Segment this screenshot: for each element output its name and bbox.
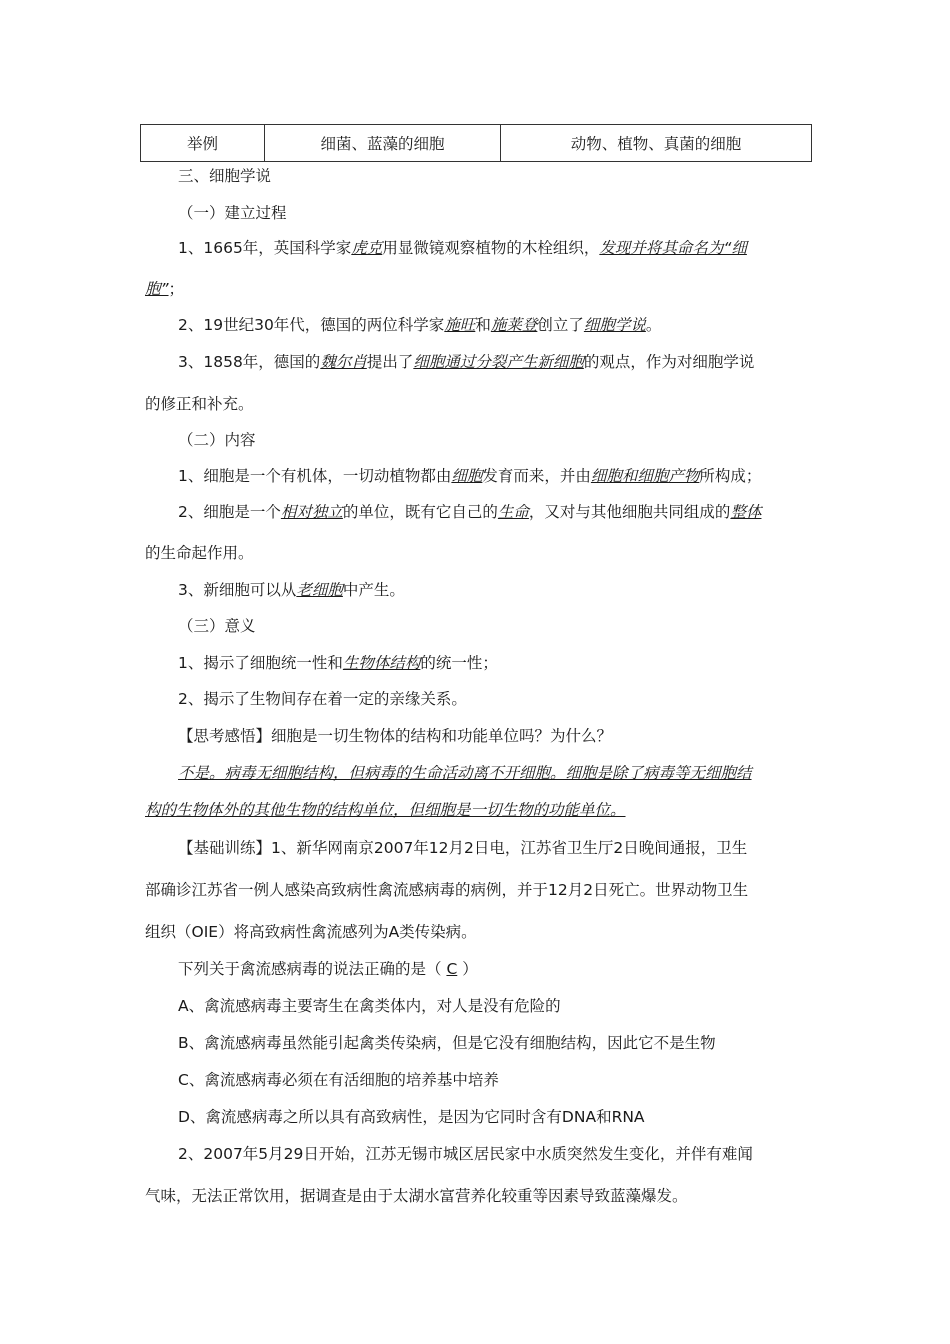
question-1-answer: C — [446, 960, 458, 978]
comparison-table-row — [140, 124, 812, 162]
option-a: A、禽流感病毒主要寄生在禽类体内，对人是没有危险的 — [178, 997, 561, 1015]
subsection-heading-process: （一）建立过程 — [178, 204, 287, 222]
prokaryote-example-cell: 细菌、蓝藻的细胞 — [265, 125, 501, 162]
significance-item-1: 1、揭示了细胞统一性和生物体结构的统一性； — [178, 654, 498, 672]
content-item-2: 2、细胞是一个相对独立的单位，既有它自己的生命，又对与其他细胞共同组成的整体 — [178, 503, 762, 521]
practice-intro-line-3: 组织（OIE）将高致病性禽流感列为A类传染病。 — [145, 923, 477, 941]
content-item-3: 3、新细胞可以从老细胞中产生。 — [178, 581, 405, 599]
think-answer-line-2: 构的生物体外的其他生物的结构单位，但细胞是一切生物的功能单位。 — [145, 801, 626, 819]
option-b: B、禽流感病毒虽然能引起禽类传染病，但是它没有细胞结构，因此它不是生物 — [178, 1034, 716, 1052]
row-label-cell: 举例 — [141, 125, 265, 162]
question-1-stem: 下列关于禽流感病毒的说法正确的是（ C ） — [178, 960, 478, 978]
think-question: 【思考感悟】细胞是一切生物体的结构和功能单位吗？为什么？ — [178, 727, 613, 745]
process-item-2: 2、19世纪30年代，德国的两位科学家施旺和施莱登创立了细胞学说。 — [178, 316, 662, 334]
process-item-3: 3、1858年，德国的魏尔肖提出了细胞通过分裂产生新细胞的观点，作为对细胞学说 — [178, 353, 755, 371]
subsection-heading-content: （二）内容 — [178, 431, 256, 449]
process-item-1: 1、1665年，英国科学家虎克用显微镜观察植物的木栓组织，发现并将其命名为“细 — [178, 239, 747, 257]
significance-item-2: 2、揭示了生物间存在着一定的亲缘关系。 — [178, 690, 467, 708]
process-item-3-cont: 的修正和补充。 — [145, 395, 254, 413]
practice-intro-line-1: 【基础训练】1、新华网南京2007年12月2日电，江苏省卫生厅2日晚间通报，卫生 — [178, 839, 748, 857]
option-d: D、禽流感病毒之所以具有高致病性，是因为它同时含有DNA和RNA — [178, 1108, 645, 1126]
content-item-2-cont: 的生命起作用。 — [145, 544, 254, 562]
eukaryote-example-cell: 动物、植物、真菌的细胞 — [501, 125, 812, 162]
question-2-line-2: 气味，无法正常饮用，据调查是由于太湖水富营养化较重等因素导致蓝藻爆发。 — [145, 1187, 688, 1205]
question-2-line-1: 2、2007年5月29日开始，江苏无锡市城区居民家中水质突然发生变化，并伴有难闻 — [178, 1145, 753, 1163]
think-answer-line-1: 不是。病毒无细胞结构，但病毒的生命活动离不开细胞。细胞是除了病毒等无细胞结 — [178, 764, 752, 782]
option-c: C、禽流感病毒必须在有活细胞的培养基中培养 — [178, 1071, 499, 1089]
section-heading: 三、细胞学说 — [178, 167, 272, 185]
subsection-heading-significance: （三）意义 — [178, 617, 256, 635]
content-item-1: 1、细胞是一个有机体，一切动植物都由细胞发育而来，并由细胞和细胞产物所构成； — [178, 467, 762, 485]
process-item-1-cont: 胞”； — [145, 280, 185, 298]
practice-intro-line-2: 部确诊江苏省一例人感染高致病性禽流感病毒的病例，并于12月2日死亡。世界动物卫生 — [145, 881, 749, 899]
table-row — [141, 125, 812, 162]
